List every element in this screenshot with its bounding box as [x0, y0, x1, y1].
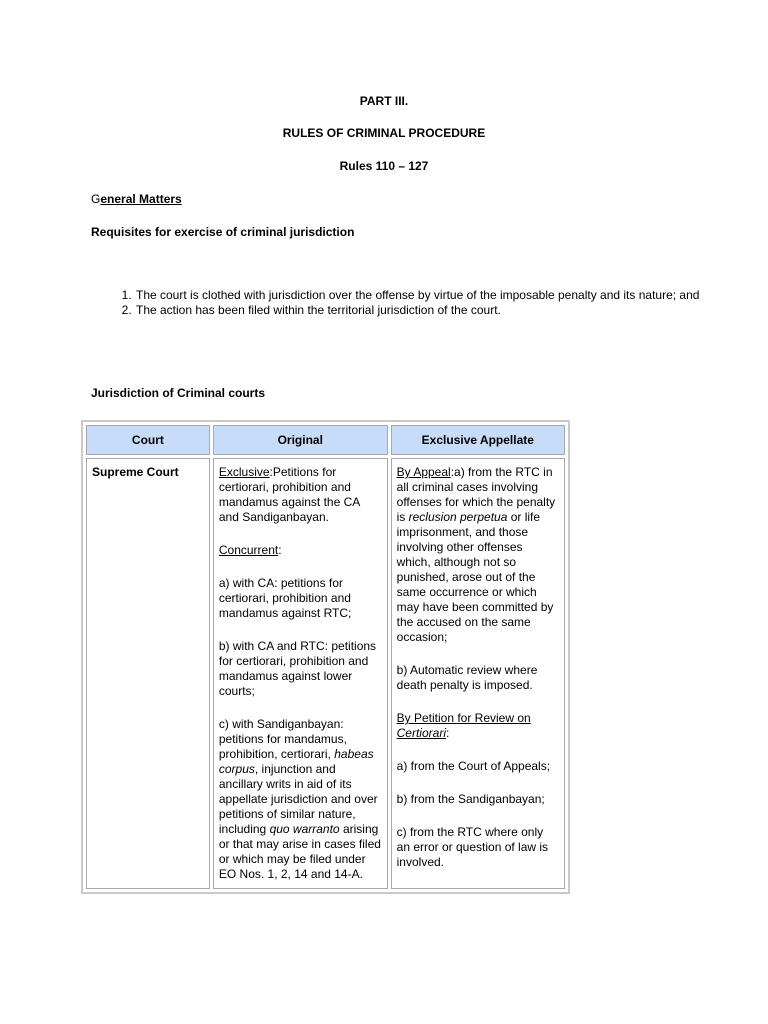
habeas-corpus-term: habeas corpus [218, 747, 374, 776]
original-cell [213, 458, 388, 889]
exclusive-label: Exclusive [218, 465, 270, 479]
concurrent-c-text-3: arising or that may arise in cases filed or which may be filed under EO Nos. 1, 2, 14 and 14-A. [218, 822, 381, 881]
concurrent-colon: : [278, 543, 282, 557]
automatic-review: b) Automatic review where death penalty is imposed. [396, 663, 538, 692]
concurrent-a: a) with CA: petitions for certiorari, prohibition and mandamus against RTC; [218, 576, 352, 620]
appellate-cell [391, 458, 565, 889]
petition-a: a) from the Court of Appeals; [396, 759, 551, 773]
column-header-court: Court [86, 425, 210, 455]
requisites-heading: Requisites for exercise of criminal jurisdiction [91, 225, 355, 239]
concurrent-c-text-2: , injunction and ancillary writs in aid of its appellate jurisdiction and over petitions of similar nature, including [218, 762, 378, 836]
exclusive-paragraph [219, 465, 382, 525]
general-matters-initial: G [91, 192, 101, 206]
list-item: 2. The action has been filed within the territorial jurisdiction of the court. [135, 303, 715, 318]
general-matters-heading [91, 192, 182, 206]
concurrent-label: Concurrent [218, 543, 279, 557]
petition-colon: : [445, 726, 450, 740]
table-row [86, 458, 565, 889]
requisites-list [90, 288, 715, 318]
petition-label-paragraph [397, 711, 559, 741]
quo-warranto-term: quo warranto [269, 822, 340, 836]
petition-b: b) from the Sandiganbayan; [396, 792, 545, 806]
concurrent-c [219, 717, 382, 882]
part-title: PART III. [359, 94, 409, 108]
concurrent-c-text-1: c) with Sandiganbayan: petitions for mandamus, prohibition, certiorari, [218, 717, 347, 761]
column-header-original: Original [213, 425, 388, 455]
appeal-text-2: or life imprisonment, and those involving other offenses which, although not so punished, arose out of the same occurrence or which may have been committed by the accused on the same occasion; [396, 510, 554, 644]
court-name: Supreme Court [92, 465, 179, 479]
list-item: 1. The court is clothed with jurisdiction over the offense by virtue of the imposable penalty and its nature; and [135, 288, 715, 303]
petition-label: By Petition for Review on [396, 711, 531, 725]
rules-range: Rules 110 – 127 [339, 159, 429, 173]
appeal-text-1: :a) from the RTC in all criminal cases involving offenses for which the penalty is [396, 465, 556, 524]
reclusion-perpetua-term: reclusion perpetua [408, 510, 508, 524]
exclusive-text: :Petitions for certiorari, prohibition and mandamus against the CA and Sandiganbayan. [218, 465, 360, 524]
appeal-label: By Appeal [396, 465, 451, 479]
jurisdiction-heading: Jurisdiction of Criminal courts [91, 386, 266, 400]
concurrent-b: b) with CA and RTC: petitions for certiorari, prohibition and mandamus against lower courts; [218, 639, 377, 698]
petition-c: c) from the RTC where only an error or question of law is involved. [396, 825, 549, 869]
jurisdiction-table [81, 420, 570, 894]
certiorari-term: Certiorari [396, 726, 446, 740]
general-matters-rest: eneral Matters [100, 192, 182, 206]
court-cell [86, 458, 210, 889]
table-header-row [86, 425, 565, 455]
appeal-paragraph [397, 465, 559, 645]
subject-title: RULES OF CRIMINAL PROCEDURE [282, 126, 486, 140]
column-header-appellate: Exclusive Appellate [391, 425, 565, 455]
concurrent-label-paragraph [219, 543, 382, 558]
